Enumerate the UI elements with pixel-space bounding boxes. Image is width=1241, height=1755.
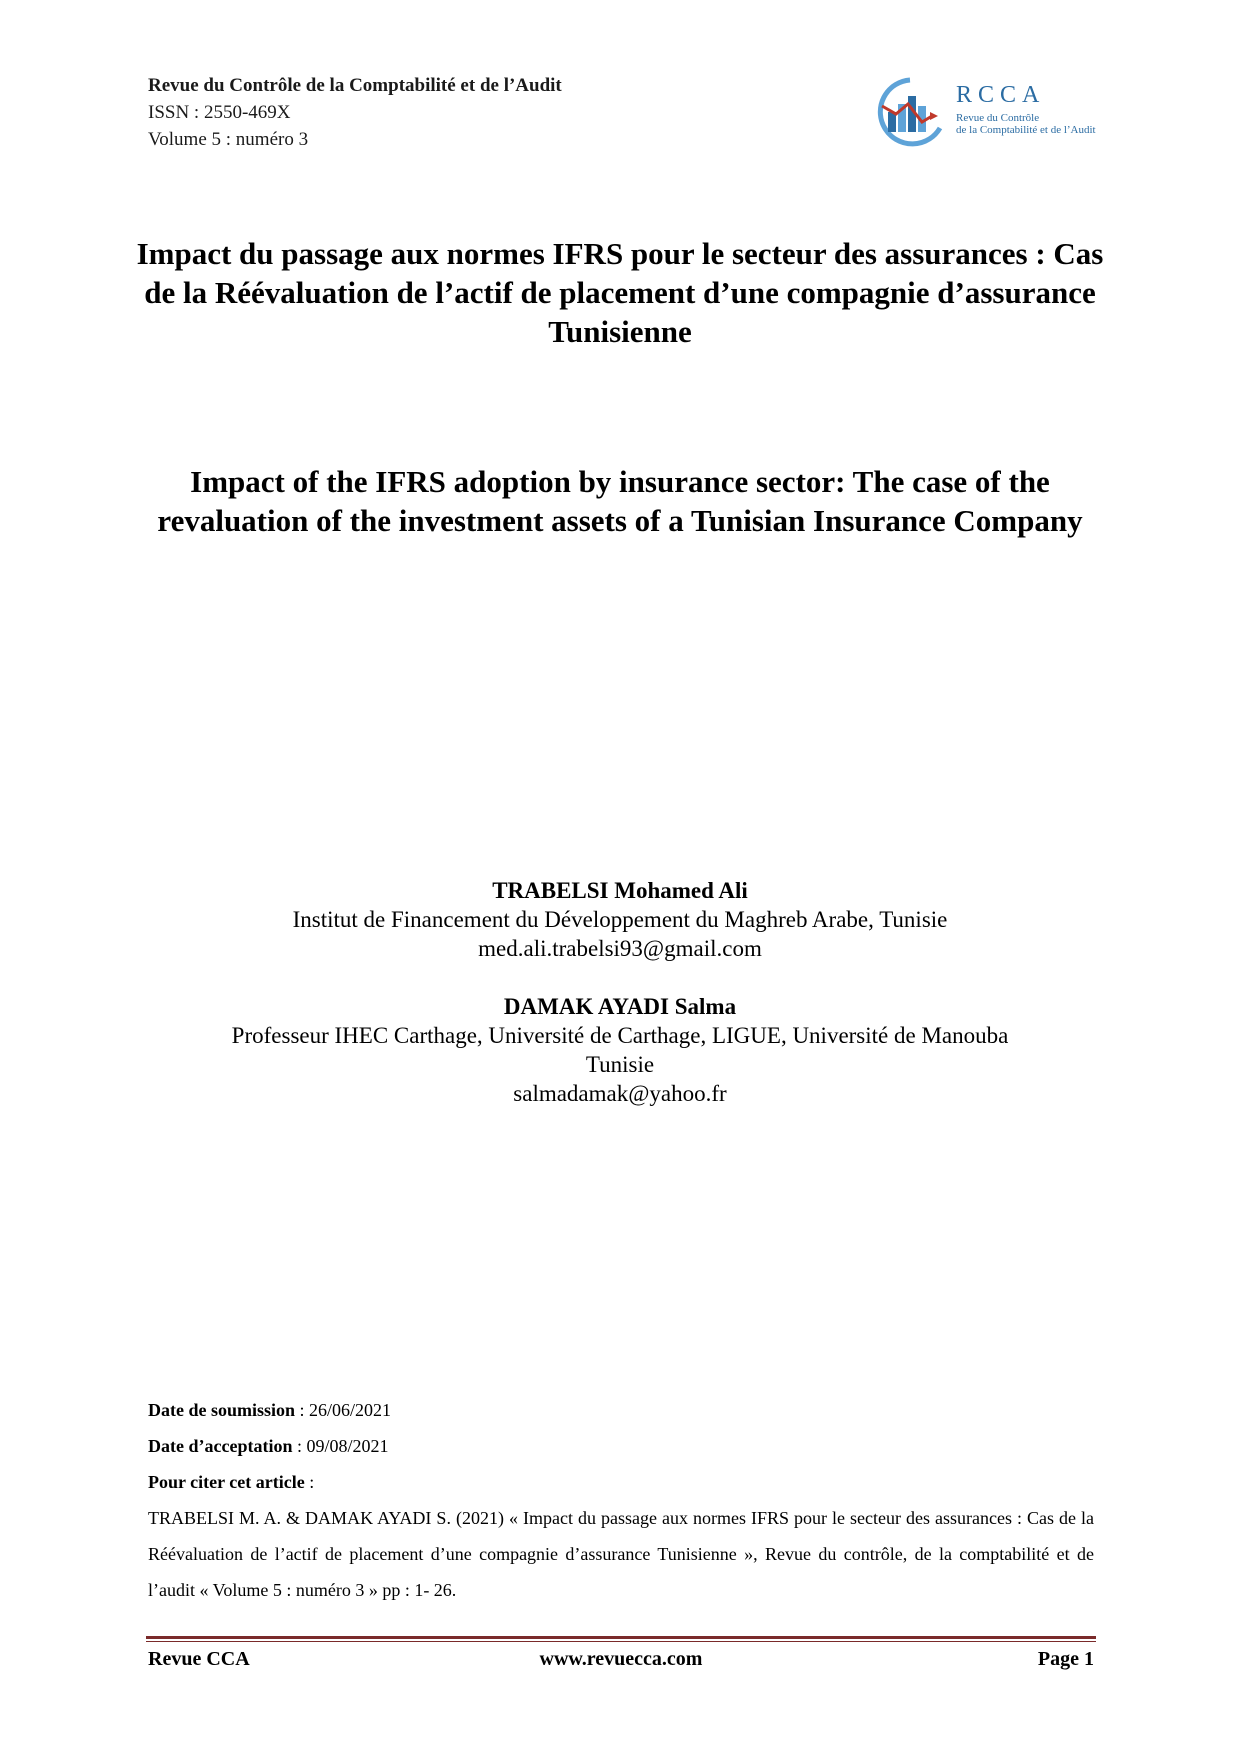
author-affiliation: Institut de Financement du Développement du Maghreb Arabe, Tunisie	[292, 907, 948, 932]
journal-issn: ISSN : 2550-469X	[148, 102, 291, 123]
cite-label-suffix: :	[304, 1472, 315, 1492]
submission-date-label: Date de soumission	[148, 1400, 296, 1420]
footer-rule	[146, 1636, 1096, 1639]
author-email[interactable]: salmadamak@yahoo.fr	[513, 1081, 727, 1106]
submission-date	[148, 1392, 1094, 1428]
cite-label: Pour citer cet article	[148, 1472, 305, 1492]
author-block	[130, 992, 1110, 1108]
title-french: Impact du passage aux normes IFRS pour le secteur des assurances : Cas de la Réévaluation de l’actif de placement d’une compagnie d’assurance Tunisienne	[136, 236, 1104, 349]
rcca-logo-icon	[870, 76, 954, 148]
article-dates	[148, 1392, 1094, 1608]
journal-logo	[870, 72, 1160, 152]
acceptance-date	[148, 1428, 1094, 1464]
page-number: Page 1	[1037, 1648, 1094, 1670]
submission-date-value: : 26/06/2021	[295, 1400, 392, 1420]
journal-volume: Volume 5 : numéro 3	[148, 129, 309, 150]
cite-heading	[148, 1464, 1094, 1500]
journal-header	[148, 72, 562, 153]
logo-subtitle-line2: de la Comptabilité et de l’Audit	[956, 124, 1096, 136]
citation-text: TRABELSI M. A. & DAMAK AYADI S. (2021) « Impact du passage aux normes IFRS pour le secteur des assurances : Cas de la Réévaluation de l’actif de placement d’une compagnie d’assurance Tunisienne », Revue du contrôle, de la comptabilité et de l’audit « Volume 5 : numéro 3 » pp : 1- 26.	[148, 1508, 1094, 1600]
author-name: DAMAK AYADI Salma	[503, 994, 737, 1019]
logo-acronym: RCCA	[956, 82, 1046, 108]
author-affiliation: Professeur IHEC Carthage, Université de Carthage, LIGUE, Université de Manouba	[231, 1023, 1009, 1048]
title-english: Impact of the IFRS adoption by insurance sector: The case of the revaluation of the investment assets of a Tunisian Insurance Company	[157, 464, 1083, 538]
journal-name: Revue du Contrôle de la Comptabilité et de l’Audit	[148, 75, 562, 96]
authors-section	[130, 876, 1110, 1108]
logo-subtitle-line1: Revue du Contrôle	[956, 112, 1040, 124]
author-email[interactable]: med.ali.trabelsi93@gmail.com	[478, 936, 762, 961]
author-block	[130, 876, 1110, 963]
author-affiliation-country: Tunisie	[585, 1052, 655, 1077]
page-footer	[148, 1648, 1094, 1678]
footer-website-link[interactable]: www.revuecca.com	[539, 1648, 703, 1670]
footer-journal: Revue CCA	[148, 1648, 250, 1670]
author-name: TRABELSI Mohamed Ali	[492, 878, 748, 903]
footer-rule-thin	[146, 1641, 1096, 1642]
acceptance-date-label: Date d’acceptation	[148, 1436, 293, 1456]
acceptance-date-value: : 09/08/2021	[292, 1436, 389, 1456]
